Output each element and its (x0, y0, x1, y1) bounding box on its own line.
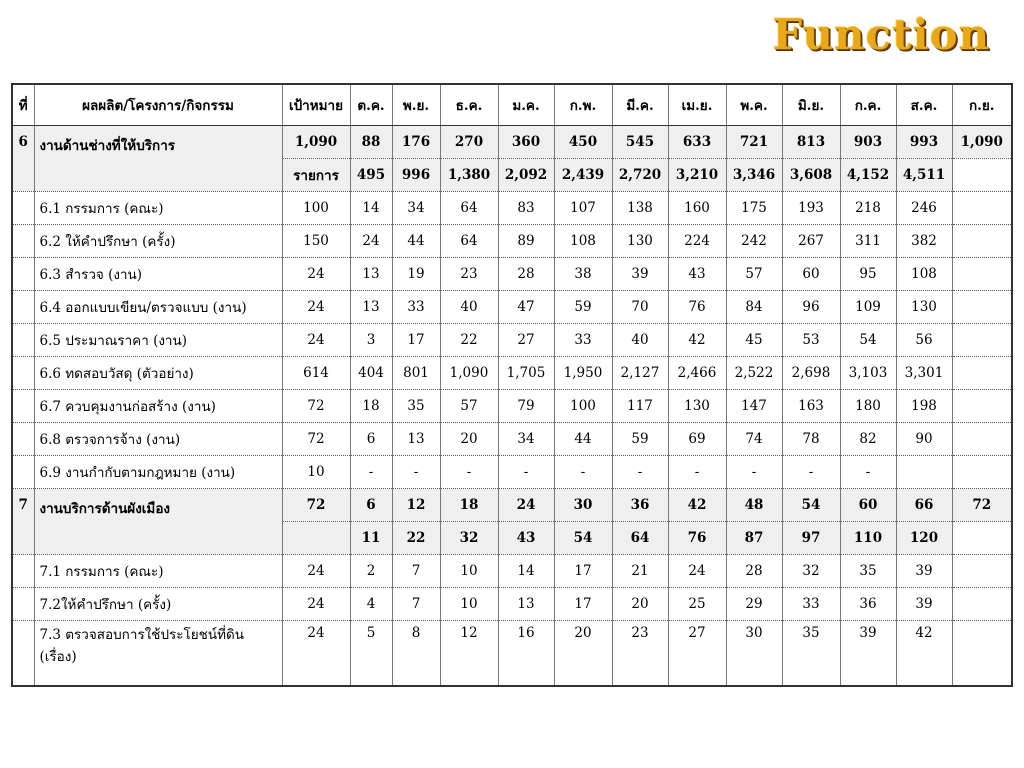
row-target: 24 (282, 291, 350, 324)
row-target: 24 (282, 555, 350, 588)
table-row (12, 291, 1012, 324)
row-number (12, 621, 34, 687)
month-value: 89 (498, 225, 554, 258)
month-value: 130 (668, 390, 726, 423)
section-name: งานบริการด้านผังเมือง (34, 489, 282, 555)
month-value: 117 (612, 390, 668, 423)
month-value: 38 (554, 258, 612, 291)
month-value: 82 (840, 423, 896, 456)
month-value: 6 (350, 423, 392, 456)
plan-value: 66 (896, 489, 952, 522)
row-number (12, 225, 34, 258)
month-value: 74 (726, 423, 782, 456)
plan-value: 54 (782, 489, 840, 522)
table-row (12, 258, 1012, 291)
header-cell: เป้าหมาย (282, 84, 350, 126)
plan-value: 360 (498, 126, 554, 159)
month-value: 30 (726, 621, 782, 687)
month-value: 20 (612, 588, 668, 621)
month-value: 1,705 (498, 357, 554, 390)
row-target: 24 (282, 588, 350, 621)
month-value: 47 (498, 291, 554, 324)
month-value (952, 588, 1012, 621)
month-value: 53 (782, 324, 840, 357)
row-name: 7.2ให้คำปรึกษา (ครั้ง) (34, 588, 282, 621)
row-target: 24 (282, 621, 350, 687)
actual-value (952, 522, 1012, 555)
month-value: 60 (782, 258, 840, 291)
month-value: 1,090 (440, 357, 498, 390)
month-value: 17 (554, 588, 612, 621)
header-cell: ธ.ค. (440, 84, 498, 126)
month-value: 59 (554, 291, 612, 324)
month-value: 13 (350, 291, 392, 324)
plan-value: 270 (440, 126, 498, 159)
plan-value: 24 (498, 489, 554, 522)
month-value: 42 (668, 324, 726, 357)
month-value: 17 (554, 555, 612, 588)
month-value: 198 (896, 390, 952, 423)
actual-value: 2,720 (612, 159, 668, 192)
month-value: 2,466 (668, 357, 726, 390)
table-row (12, 192, 1012, 225)
actual-value: 4,152 (840, 159, 896, 192)
row-name: 6.9 งานกำกับตามกฎหมาย (งาน) (34, 456, 282, 489)
plan-value: 12 (392, 489, 440, 522)
month-value: 7 (392, 555, 440, 588)
month-value: 57 (726, 258, 782, 291)
row-name: 6.5 ประมาณราคา (งาน) (34, 324, 282, 357)
section-target: 72 (282, 489, 350, 522)
month-value: 14 (498, 555, 554, 588)
month-value: 40 (440, 291, 498, 324)
month-value: 24 (350, 225, 392, 258)
plan-value: 176 (392, 126, 440, 159)
month-value: 5 (350, 621, 392, 687)
month-value: 10 (440, 588, 498, 621)
month-value (952, 225, 1012, 258)
month-value: - (668, 456, 726, 489)
row-name: 6.8 ตรวจการจ้าง (งาน) (34, 423, 282, 456)
plan-value: 42 (668, 489, 726, 522)
month-value: 10 (440, 555, 498, 588)
month-value: 20 (440, 423, 498, 456)
actual-value: 22 (392, 522, 440, 555)
month-value: 33 (392, 291, 440, 324)
month-value: 108 (896, 258, 952, 291)
month-value: 224 (668, 225, 726, 258)
month-value (952, 258, 1012, 291)
actual-value: 3,608 (782, 159, 840, 192)
section-target: 1,090 (282, 126, 350, 159)
header-cell: ส.ค. (896, 84, 952, 126)
plan-value: 813 (782, 126, 840, 159)
month-value: 59 (612, 423, 668, 456)
month-value: - (350, 456, 392, 489)
row-number (12, 390, 34, 423)
actual-value: 120 (896, 522, 952, 555)
month-value: 12 (440, 621, 498, 687)
month-value (952, 555, 1012, 588)
month-value: 2,522 (726, 357, 782, 390)
month-value: 22 (440, 324, 498, 357)
month-value: 4 (350, 588, 392, 621)
row-number (12, 555, 34, 588)
row-target: 72 (282, 390, 350, 423)
month-value (896, 456, 952, 489)
section6-plan-row (12, 126, 1012, 159)
row-name: 6.6 ทดสอบวัสดุ (ตัวอย่าง) (34, 357, 282, 390)
month-value: 382 (896, 225, 952, 258)
row-target: 614 (282, 357, 350, 390)
header-cell: ก.พ. (554, 84, 612, 126)
row-number (12, 456, 34, 489)
month-value: 160 (668, 192, 726, 225)
month-value (952, 192, 1012, 225)
month-value: 54 (840, 324, 896, 357)
plan-value: 48 (726, 489, 782, 522)
row-number (12, 588, 34, 621)
row-target: 72 (282, 423, 350, 456)
header-cell: ม.ค. (498, 84, 554, 126)
section-number: 6 (12, 126, 34, 192)
table-row (12, 225, 1012, 258)
header-cell: ก.ย. (952, 84, 1012, 126)
actual-value: 996 (392, 159, 440, 192)
month-value: 242 (726, 225, 782, 258)
month-value: 18 (350, 390, 392, 423)
performance-table (11, 83, 1013, 687)
row-name: 6.2 ให้คำปรึกษา (ครั้ง) (34, 225, 282, 258)
actual-value: 97 (782, 522, 840, 555)
month-value: 246 (896, 192, 952, 225)
month-value: 23 (440, 258, 498, 291)
month-value: 96 (782, 291, 840, 324)
month-value: 32 (782, 555, 840, 588)
row-number (12, 258, 34, 291)
month-value: 70 (612, 291, 668, 324)
month-value: - (840, 456, 896, 489)
month-value: 13 (498, 588, 554, 621)
month-value: 33 (782, 588, 840, 621)
month-value (952, 390, 1012, 423)
month-value: 801 (392, 357, 440, 390)
month-value: 29 (726, 588, 782, 621)
month-value: 33 (554, 324, 612, 357)
section-number: 7 (12, 489, 34, 555)
month-value: 57 (440, 390, 498, 423)
month-value: 95 (840, 258, 896, 291)
header-cell: พ.ย. (392, 84, 440, 126)
month-value: - (392, 456, 440, 489)
month-value: 64 (440, 192, 498, 225)
month-value (952, 291, 1012, 324)
plan-value: 60 (840, 489, 896, 522)
month-value: 44 (392, 225, 440, 258)
month-value: 16 (498, 621, 554, 687)
month-value: 8 (392, 621, 440, 687)
actual-value: 87 (726, 522, 782, 555)
month-value: 1,950 (554, 357, 612, 390)
section-name: งานด้านช่างที่ให้บริการ (34, 126, 282, 192)
month-value: 83 (498, 192, 554, 225)
month-value: 39 (612, 258, 668, 291)
header-cell: มิ.ย. (782, 84, 840, 126)
month-value: 21 (612, 555, 668, 588)
row-name: 6.3 สำรวจ (งาน) (34, 258, 282, 291)
month-value: 56 (896, 324, 952, 357)
table-row (12, 456, 1012, 489)
header-cell: พ.ค. (726, 84, 782, 126)
month-value: 40 (612, 324, 668, 357)
month-value: 25 (668, 588, 726, 621)
month-value (952, 456, 1012, 489)
month-value: 34 (392, 192, 440, 225)
actual-value: 32 (440, 522, 498, 555)
month-value (952, 357, 1012, 390)
plan-value: 72 (952, 489, 1012, 522)
month-value: 43 (668, 258, 726, 291)
month-value: 218 (840, 192, 896, 225)
table-row (12, 555, 1012, 588)
section-unit: รายการ (282, 159, 350, 192)
actual-value: 43 (498, 522, 554, 555)
month-value: - (498, 456, 554, 489)
month-value: 24 (668, 555, 726, 588)
month-value: 404 (350, 357, 392, 390)
month-value: 3,301 (896, 357, 952, 390)
month-value: 3 (350, 324, 392, 357)
plan-value: 633 (668, 126, 726, 159)
month-value: 180 (840, 390, 896, 423)
plan-value: 545 (612, 126, 668, 159)
month-value: 42 (896, 621, 952, 687)
month-value: - (612, 456, 668, 489)
table-row (12, 324, 1012, 357)
month-value: 28 (726, 555, 782, 588)
row-name: 6.4 ออกแบบเขียน/ตรวจแบบ (งาน) (34, 291, 282, 324)
month-value: 7 (392, 588, 440, 621)
plan-value: 993 (896, 126, 952, 159)
month-value: 27 (668, 621, 726, 687)
month-value: 79 (498, 390, 554, 423)
month-value: 28 (498, 258, 554, 291)
month-value: 76 (668, 291, 726, 324)
row-name: 6.1 กรรมการ (คณะ) (34, 192, 282, 225)
actual-value: 2,439 (554, 159, 612, 192)
plan-value: 721 (726, 126, 782, 159)
month-value: 90 (896, 423, 952, 456)
month-value (952, 423, 1012, 456)
month-value: 35 (782, 621, 840, 687)
month-value: 27 (498, 324, 554, 357)
month-value (952, 621, 1012, 687)
month-value: 20 (554, 621, 612, 687)
row-target: 24 (282, 324, 350, 357)
month-value: 13 (350, 258, 392, 291)
actual-value: 76 (668, 522, 726, 555)
header-cell: ก.ค. (840, 84, 896, 126)
month-value: 39 (840, 621, 896, 687)
row-name: 7.1 กรรมการ (คณะ) (34, 555, 282, 588)
row-number (12, 357, 34, 390)
month-value: - (554, 456, 612, 489)
month-value: 13 (392, 423, 440, 456)
month-value: 2 (350, 555, 392, 588)
row-target: 100 (282, 192, 350, 225)
header-cell: เม.ย. (668, 84, 726, 126)
month-value: 267 (782, 225, 840, 258)
row-number (12, 291, 34, 324)
row-name: 7.3 ตรวจสอบการใช้ประโยชน์ที่ดิน (เรื่อง) (34, 621, 282, 687)
month-value: 138 (612, 192, 668, 225)
table-row (12, 357, 1012, 390)
month-value: - (782, 456, 840, 489)
actual-value: 1,380 (440, 159, 498, 192)
table-row (12, 621, 1012, 687)
row-number (12, 423, 34, 456)
month-value: 14 (350, 192, 392, 225)
month-value: 84 (726, 291, 782, 324)
month-value: 39 (896, 588, 952, 621)
plan-value: 30 (554, 489, 612, 522)
row-number (12, 324, 34, 357)
month-value: 147 (726, 390, 782, 423)
month-value: 69 (668, 423, 726, 456)
actual-value: 11 (350, 522, 392, 555)
table-row (12, 423, 1012, 456)
row-target: 150 (282, 225, 350, 258)
section-unit (282, 522, 350, 555)
month-value: 108 (554, 225, 612, 258)
month-value: 130 (896, 291, 952, 324)
month-value: 175 (726, 192, 782, 225)
month-value: - (440, 456, 498, 489)
month-value: 23 (612, 621, 668, 687)
actual-value: 2,092 (498, 159, 554, 192)
month-value: 2,698 (782, 357, 840, 390)
actual-value: 3,210 (668, 159, 726, 192)
month-value: 35 (392, 390, 440, 423)
header-cell: ผลผลิต/โครงการ/กิจกรรม (34, 84, 282, 126)
month-value: 163 (782, 390, 840, 423)
month-value: 193 (782, 192, 840, 225)
plan-value: 903 (840, 126, 896, 159)
plan-value: 1,090 (952, 126, 1012, 159)
plan-value: 6 (350, 489, 392, 522)
month-value: 3,103 (840, 357, 896, 390)
header-cell: มี.ค. (612, 84, 668, 126)
month-value: 107 (554, 192, 612, 225)
month-value: 78 (782, 423, 840, 456)
month-value: 19 (392, 258, 440, 291)
slide-title: Function (772, 10, 990, 59)
header-row (12, 84, 1012, 126)
section7-plan-row (12, 489, 1012, 522)
row-target: 24 (282, 258, 350, 291)
month-value: 45 (726, 324, 782, 357)
plan-value: 18 (440, 489, 498, 522)
month-value: 311 (840, 225, 896, 258)
actual-value: 4,511 (896, 159, 952, 192)
month-value: 109 (840, 291, 896, 324)
month-value: 100 (554, 390, 612, 423)
header-cell: ที่ (12, 84, 34, 126)
month-value: 17 (392, 324, 440, 357)
actual-value: 64 (612, 522, 668, 555)
actual-value: 110 (840, 522, 896, 555)
row-name: 6.7 ควบคุมงานก่อสร้าง (งาน) (34, 390, 282, 423)
month-value: 36 (840, 588, 896, 621)
row-target: 10 (282, 456, 350, 489)
actual-value: 54 (554, 522, 612, 555)
table-row (12, 390, 1012, 423)
month-value: 130 (612, 225, 668, 258)
month-value (952, 324, 1012, 357)
month-value: 44 (554, 423, 612, 456)
actual-value: 495 (350, 159, 392, 192)
actual-value (952, 159, 1012, 192)
header-cell: ต.ค. (350, 84, 392, 126)
month-value: 35 (840, 555, 896, 588)
plan-value: 88 (350, 126, 392, 159)
table-row (12, 588, 1012, 621)
plan-value: 450 (554, 126, 612, 159)
month-value: 34 (498, 423, 554, 456)
month-value: 64 (440, 225, 498, 258)
actual-value: 3,346 (726, 159, 782, 192)
month-value: - (726, 456, 782, 489)
row-number (12, 192, 34, 225)
month-value: 39 (896, 555, 952, 588)
plan-value: 36 (612, 489, 668, 522)
month-value: 2,127 (612, 357, 668, 390)
